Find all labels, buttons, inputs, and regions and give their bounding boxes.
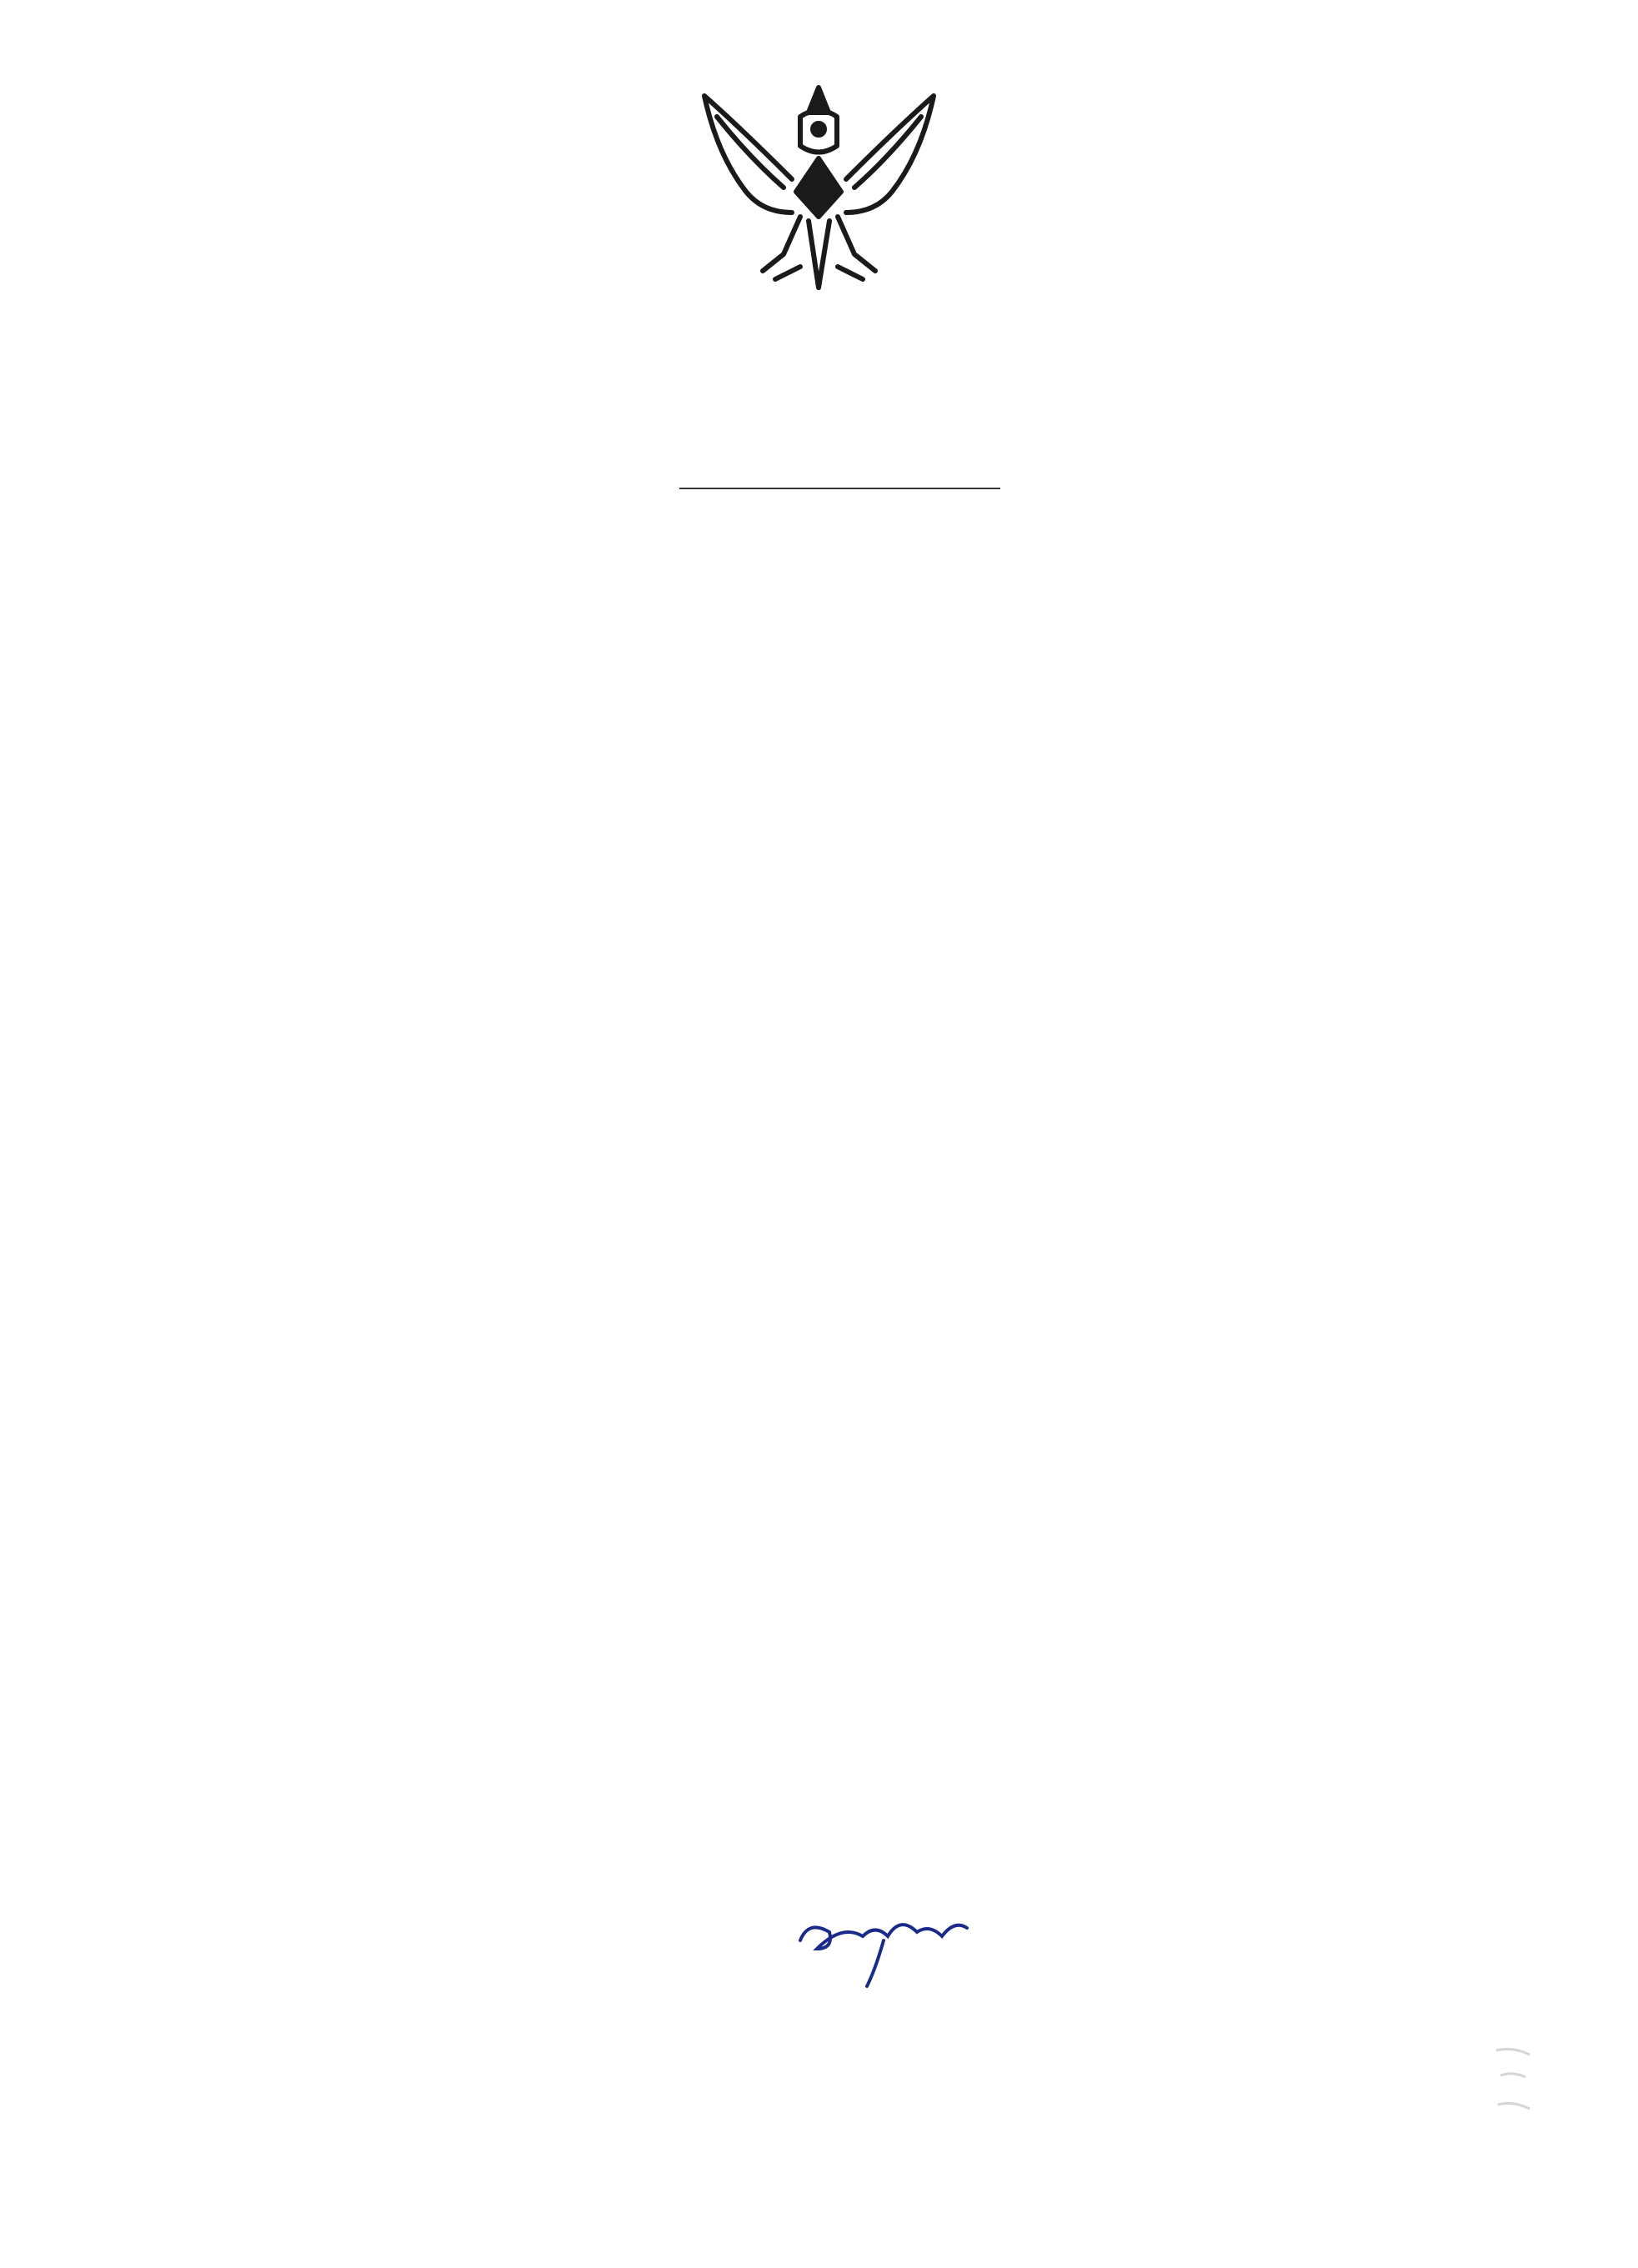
scan-artifact [1488, 2042, 1538, 2117]
garuda-emblem-icon [684, 79, 954, 300]
header-divider [679, 488, 1000, 489]
handwritten-signature [784, 1890, 984, 1990]
